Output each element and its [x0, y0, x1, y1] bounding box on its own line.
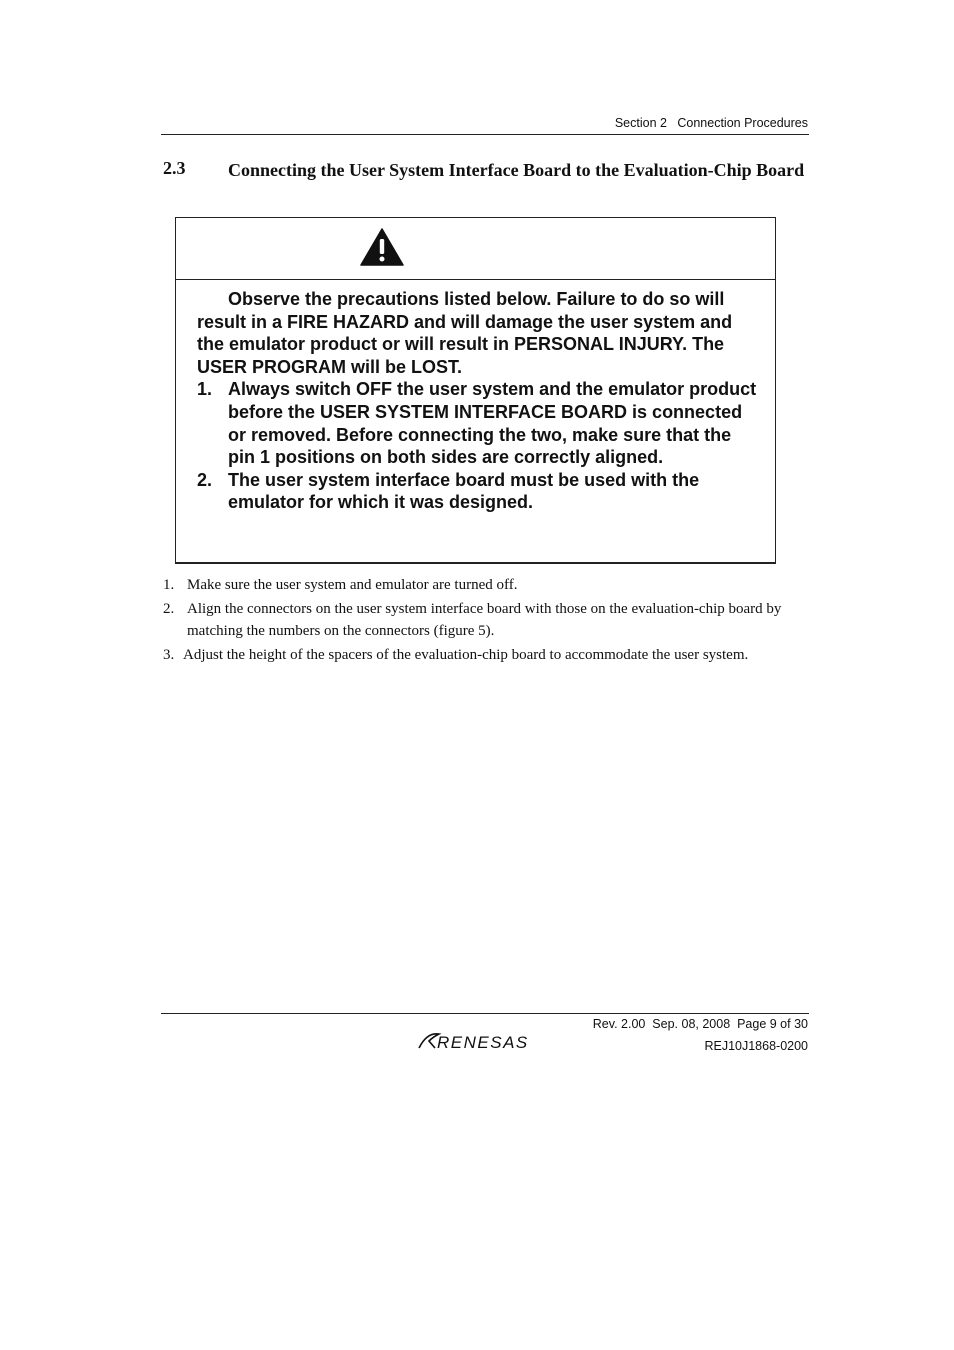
warning-item	[197, 469, 762, 514]
step-text: Adjust the height of the spacers of the evaluation-chip board to accommodate the user system.	[183, 646, 749, 663]
step-text: Make sure the user system and emulator are turned off.	[187, 577, 518, 593]
footer-revision: Rev. 2.00 Sep. 08, 2008 Page 9 of 30	[592, 1017, 808, 1031]
procedure-step	[163, 575, 813, 597]
running-header: Section 2 Connection Procedures	[614, 116, 808, 130]
warning-list	[197, 378, 762, 514]
footer-doc-id: REJ10J1868-0200	[704, 1039, 808, 1053]
warning-intro: Observe the precautions listed below. Failure to do so will result in a FIRE HAZARD and will damage the user system and the emulator product or will result in PERSONAL INJURY. The USER PROGRAM will be LOST.	[197, 289, 733, 377]
step-text: Align the connectors on the user system interface board with those on the evaluation-chip board by matching the numbers on the connectors (figure 5).	[187, 601, 782, 639]
warning-triangle-icon	[360, 228, 404, 266]
header-rule	[161, 134, 809, 135]
section-title: Connecting the User System Interface Board to the Evaluation-Chip Board	[228, 160, 805, 180]
procedure-steps	[163, 575, 813, 669]
footer-rule	[161, 1013, 809, 1014]
section-number: 2.3	[163, 158, 186, 178]
procedure-step	[163, 599, 813, 642]
logo-text: RENESAS	[437, 1033, 529, 1052]
warning-header	[176, 218, 775, 280]
step-number: 2.	[163, 601, 175, 617]
warning-item-text: The user system interface board must be used with the emulator for which it was designed.	[228, 469, 700, 513]
warning-box	[175, 217, 776, 564]
renesas-logo	[417, 1028, 537, 1054]
step-number: 3.	[163, 646, 175, 663]
warning-body	[197, 288, 762, 514]
warning-item-text: Always switch OFF the user system and the emulator product before the USER SYSTEM INTERFACE BOARD is connected or removed. Before connecting the two, make sure that the pin 1 positions on both sides are correctly aligned.	[228, 379, 757, 468]
step-number: 1.	[163, 577, 175, 593]
warning-item-number: 1.	[197, 379, 213, 400]
warning-item	[197, 378, 762, 468]
procedure-step	[163, 645, 813, 667]
warning-item-number: 2.	[197, 469, 213, 490]
